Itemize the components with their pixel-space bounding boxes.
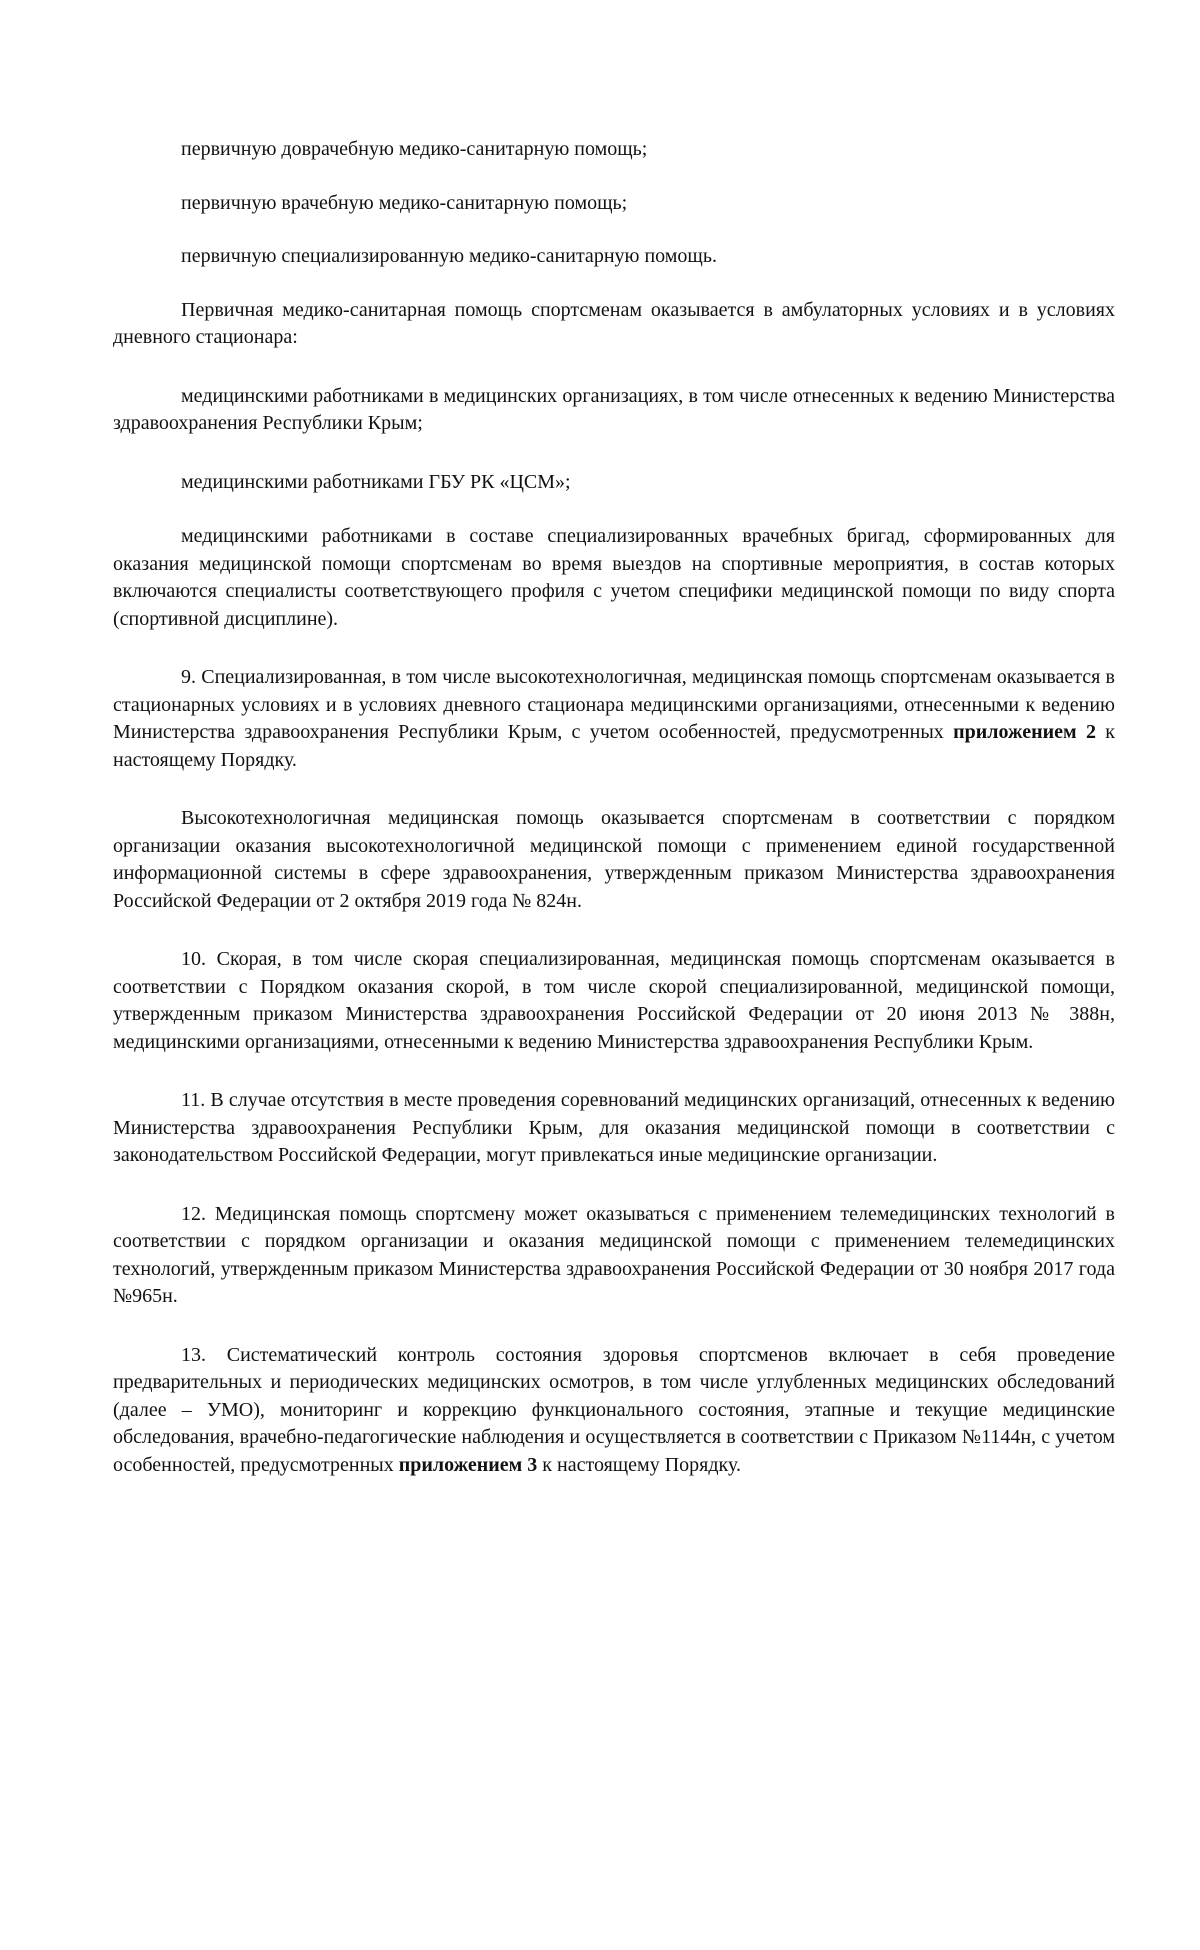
list-item-medical-organizations: медицинскими работниками в медицинских организациях, в том числе отнесенных к ведению Министерства здравоохранения Республики Крым;: [113, 384, 1115, 434]
paragraph-primary-care-conditions: Первичная медико-санитарная помощь спортсменам оказывается в амбулаторных условиях и в условиях дневного стационара:: [113, 298, 1115, 348]
paragraph-item-13: [113, 1342, 1115, 1480]
item-13-text: 13. Систематический контроль состояния здоровья спортсменов включает в себя проведение предварительных и периодических медицинских осмотров, в том числе углубленных медицинских обследований (далее – УМО), мониторинг и коррекцию функционального состояния, этапные и текущие медицинские обследования, врачебно-педагогические наблюдения и осуществляется в соответствии с Приказом №1144н, с учетом особенностей, предусмотренных: [113, 1343, 1115, 1476]
list-item-specialized-brigades: медицинскими работниками в составе специализированных врачебных бригад, сформированных для оказания медицинской помощи спортсменам во время выездов на спортивные мероприятия, в состав которых включаются специалисты соответствующего профиля с учетом специфики медицинской помощи по виду спорта (спортивной дисциплине).: [113, 525, 1115, 630]
document-body: [113, 136, 1115, 1479]
paragraph-high-tech-care: Высокотехнологичная медицинская помощь оказывается спортсменам в соответствии с порядком организации оказания высокотехнологичной медицинской помощи с применением единой государственной информационной системы в сфере здравоохранения, утвержденным приказом Министерства здравоохранения Российской Федерации от 2 октября 2019 года № 824н.: [113, 807, 1115, 912]
item-13-appendix-ref: приложением 3: [398, 1453, 538, 1476]
item-9-text-end: к настоящему Порядку.: [113, 721, 1115, 771]
item-13-text-end: к настоящему Порядку.: [537, 1453, 741, 1476]
paragraph-item-10: 10. Скорая, в том числе скорая специализированная, медицинская помощь спортсменам оказывается в соответствии с Порядком оказания скорой, в том числе скорой специализированной, медицинской помощи, утвержденным приказом Министерства здравоохранения Российской Федерации от 20 июня 2013 № 388н, медицинскими организациями, отнесенными к ведению Министерства здравоохранения Республики Крым.: [113, 948, 1115, 1053]
paragraph-item-12: 12. Медицинская помощь спортсмену может оказываться с применением телемедицинских технологий в соответствии с порядком организации и оказания медицинской помощи с применением телемедицинских технологий, утвержденным приказом Министерства здравоохранения Российской Федерации от 30 ноября 2017 года №965н.: [113, 1202, 1115, 1307]
item-9-appendix-ref: приложением 2: [953, 721, 1096, 743]
list-item-physician-care: первичную врачебную медико-санитарную помощь;: [181, 191, 628, 214]
list-item-specialized-primary-care: первичную специализированную медико-санитарную помощь.: [181, 245, 717, 267]
list-item-csm-workers: медицинскими работниками ГБУ РК «ЦСМ»;: [181, 470, 571, 493]
paragraph-item-11: 11. В случае отсутствия в месте проведения соревнований медицинских организаций, отнесенных к ведению Министерства здравоохранения Республики Крым, для оказания медицинской помощи в соответствии с законодательством Российской Федерации, могут привлекаться иные медицинские организации.: [113, 1089, 1115, 1166]
paragraph-item-9: [113, 664, 1115, 774]
item-9-text: 9. Специализированная, в том числе высокотехнологичная, медицинская помощь спортсменам оказывается в стационарных условиях и в условиях дневного стационара медицинскими организациями, отнесенными к ведению Министерства здравоохранения Республики Крым, с учетом особенностей, предусмотренных: [113, 666, 1115, 743]
list-item-pre-medical-care: первичную доврачебную медико-санитарную помощь;: [181, 138, 648, 160]
